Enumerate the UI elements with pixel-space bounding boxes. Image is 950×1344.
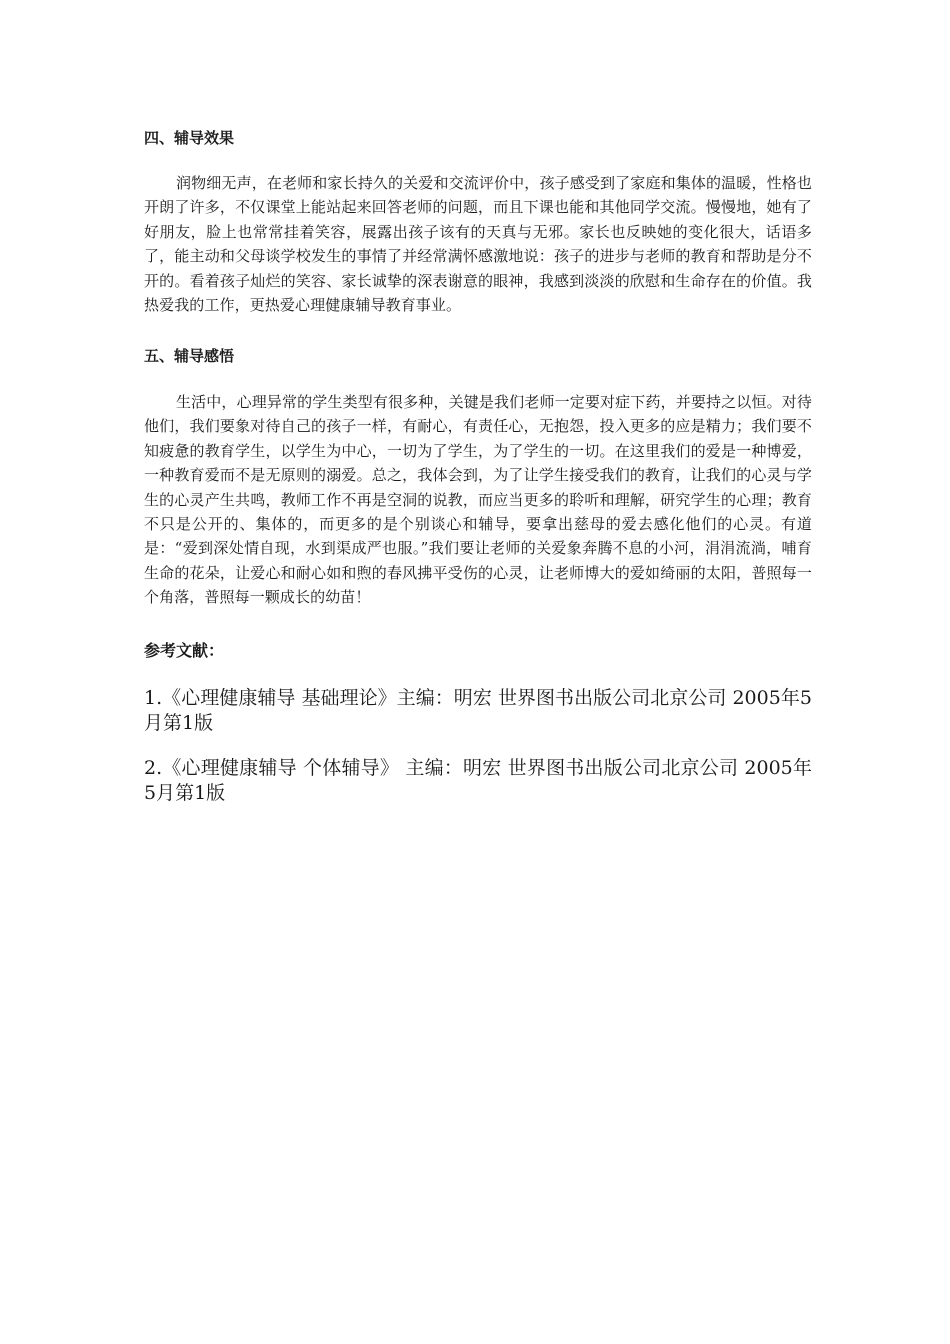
section-body-reflection: 生活中，心理异常的学生类型有很多种，关键是我们老师一定要对症下药，并要持之以恒。对待他们，我们要象对待自己的孩子一样，有耐心，有责任心，无抱怨，投入更多的应是精力；我们要不知疲惫的教育学生，以学生为中心，一切为了学生，为了学生的一切。在这里我们的爱是一种博爱，一种教育爱而不是无原则的溺爱。总之，我体会到，为了让学生接受我们的教育，让我们的心灵与学生的心灵产生共鸣，教师工作不再是空洞的说教，而应当更多的聆听和理解，研究学生的心理；教育不只是公开的、集体的，而更多的是个别谈心和辅导，要拿出慈母的爱去感化他们的心灵。有道是：“爱到深处情自现，水到渠成严也服。”我们要让老师的关爱象奔腾不息的小河，涓涓流淌，哺育生命的花朵，让爱心和耐心如和煦的春风拂平受伤的心灵，让老师博大的爱如绮丽的太阳，普照每一个角落，普照每一颗成长的幼苗！ [144,393,812,607]
section-body-effect: 润物细无声，在老师和家长持久的关爱和交流评价中，孩子感受到了家庭和集体的温暖，性格也开朗了许多，不仅课堂上能站起来回答老师的问题，而且下课也能和其他同学交流。慢慢地，她有了好朋友，脸上也常常挂着笑容，展露出孩子该有的天真与无邪。家长也反映她的变化很大，话语多了，能主动和父母谈学校发生的事情了并经常满怀感激地说：孩子的进步与老师的教育和帮助是分不开的。看着孩子灿烂的笑容、家长诚挚的深表谢意的眼神，我感到淡淡的欣慰和生命存在的价值。我热爱我的工作，更热爱心理健康辅导教育事业。 [144,174,812,315]
section-heading-effect: 四、辅导效果 [144,129,235,147]
reference-item-1: 1.《心理健康辅导 基础理论》主编：明宏 世界图书出版公司北京公司 2005年5月第1版 [144,687,812,734]
section-heading-reflection: 五、辅导感悟 [144,347,235,365]
references-heading: 参考文献： [144,641,225,660]
reference-item-2: 2.《心理健康辅导 个体辅导》 主编：明宏 世界图书出版公司北京公司 2005年5月第1版 [144,757,812,804]
